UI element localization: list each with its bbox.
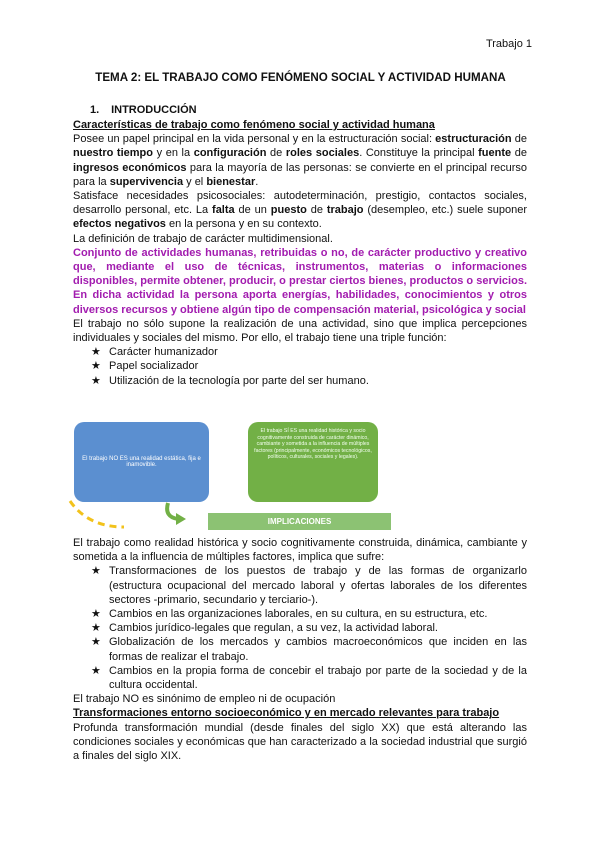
dashed-curve-icon	[68, 497, 128, 531]
list-item: ★ Globalización de los mercados y cambios macroeconómicos que inciden en las formas de realizar el trabajo.	[91, 635, 527, 663]
section-label: INTRODUCCIÓN	[111, 104, 197, 116]
paragraph-implications: El trabajo como realidad histórica y socio cognitivamente construida, dinámica, cambiante y sometida a la influencia de múltiples factores, implica que sufre:	[73, 537, 527, 564]
paragraph-role: Posee un papel principal en la vida personal y en la estructuración social: estructuración de nuestro tiempo y en la configuración de roles sociales. Constituye la principal fuente de ingresos económicos para la mayoría de las personas: se convierte en el principal recurso para la supervivencia y el bienestar.	[73, 133, 527, 188]
paragraph-definition-intro: La definición de trabajo de carácter multidimensional.	[73, 232, 333, 245]
paragraph-needs: Satisface necesidades psicosociales: autodeterminación, prestigio, contactos sociales, desarrollo personal, etc. La falta de un puesto de trabajo (desempleo, etc.) suele suponer efectos negativos en la persona y en su contexto.	[73, 190, 527, 231]
paragraph-not-synonym: El trabajo NO es sinónimo de empleo ni de ocupación	[73, 693, 336, 706]
function-list	[91, 345, 527, 388]
page-title: TEMA 2: EL TRABAJO COMO FENÓMENO SOCIAL Y ACTIVIDAD HUMANA	[95, 71, 506, 84]
diagram-box-no-es: El trabajo NO ES una realidad estática, fija e inamovible.	[74, 422, 209, 502]
definition-highlight: Conjunto de actividades humanas, retribuidas o no, de carácter productivo y creativo que, mediante el uso de técnicas, instrumentos, materias o informaciones disponibles, permite obtener, producir, o prestar ciertos bienes, productos o servicios. En dicha actividad la persona aporta energías, habilidades, conocimientos y otros diversos recursos y obtiene algún tipo de compensación material, psicológica y social	[73, 246, 527, 316]
implications-diagram	[70, 415, 390, 535]
curved-arrow-icon	[162, 501, 188, 525]
subheading-transformations: Transformaciones entorno socioeconómico y en mercado relevantes para trabajo	[73, 707, 500, 720]
section-heading	[90, 104, 197, 116]
paragraph-triple-function: El trabajo no sólo supone la realización de una actividad, sino que implica percepciones individuales y sociales del mismo. Por ello, el trabajo tiene una triple función:	[73, 317, 527, 345]
list-item: ★ Transformaciones de los puestos de trabajo y de las formas de organizarlo (estructura ocupacional del mercado laboral y ofertas laborales de los diferentes sectores -primario, secundario y terciario-).	[91, 564, 527, 607]
list-item: ★ Cambios en la propia forma de concebir el trabajo por parte de la sociedad y de la cultura occidental.	[91, 664, 527, 692]
list-item: ★ Carácter humanizador	[91, 345, 527, 359]
changes-list	[91, 564, 527, 692]
paragraph-transformations: Profunda transformación mundial (desde finales del siglo XX) que está alterando las condiciones sociales y económicas que han caracterizado a la sociedad industrial que surgió a finales del siglo XIX.	[73, 721, 527, 763]
section-number: 1.	[90, 104, 100, 116]
implications-label: IMPLICACIONES	[208, 513, 391, 530]
diagram-box-si-es: El trabajo SÍ ES una realidad histórica y socio cognitivamente construida de carácter dinámico, cambiante y sometida a la influencia de múltiples factores (principalmente, económicos tecnológicos, políticos, culturales, sociales y legales).	[248, 422, 378, 502]
list-item: ★ Cambios jurídico-legales que regulan, a su vez, la actividad laboral.	[91, 621, 527, 635]
subheading-characteristics: Características de trabajo como fenómeno social y actividad humana	[73, 119, 435, 131]
implications-block	[73, 536, 527, 763]
list-item: ★ Utilización de la tecnología por parte del ser humano.	[91, 374, 527, 388]
list-item: ★ Papel socializador	[91, 359, 527, 373]
list-item: ★ Cambios en las organizaciones laborales, en su cultura, en su estructura, etc.	[91, 607, 527, 621]
intro-block	[73, 118, 527, 388]
header-page-label: Trabajo 1	[485, 38, 532, 50]
